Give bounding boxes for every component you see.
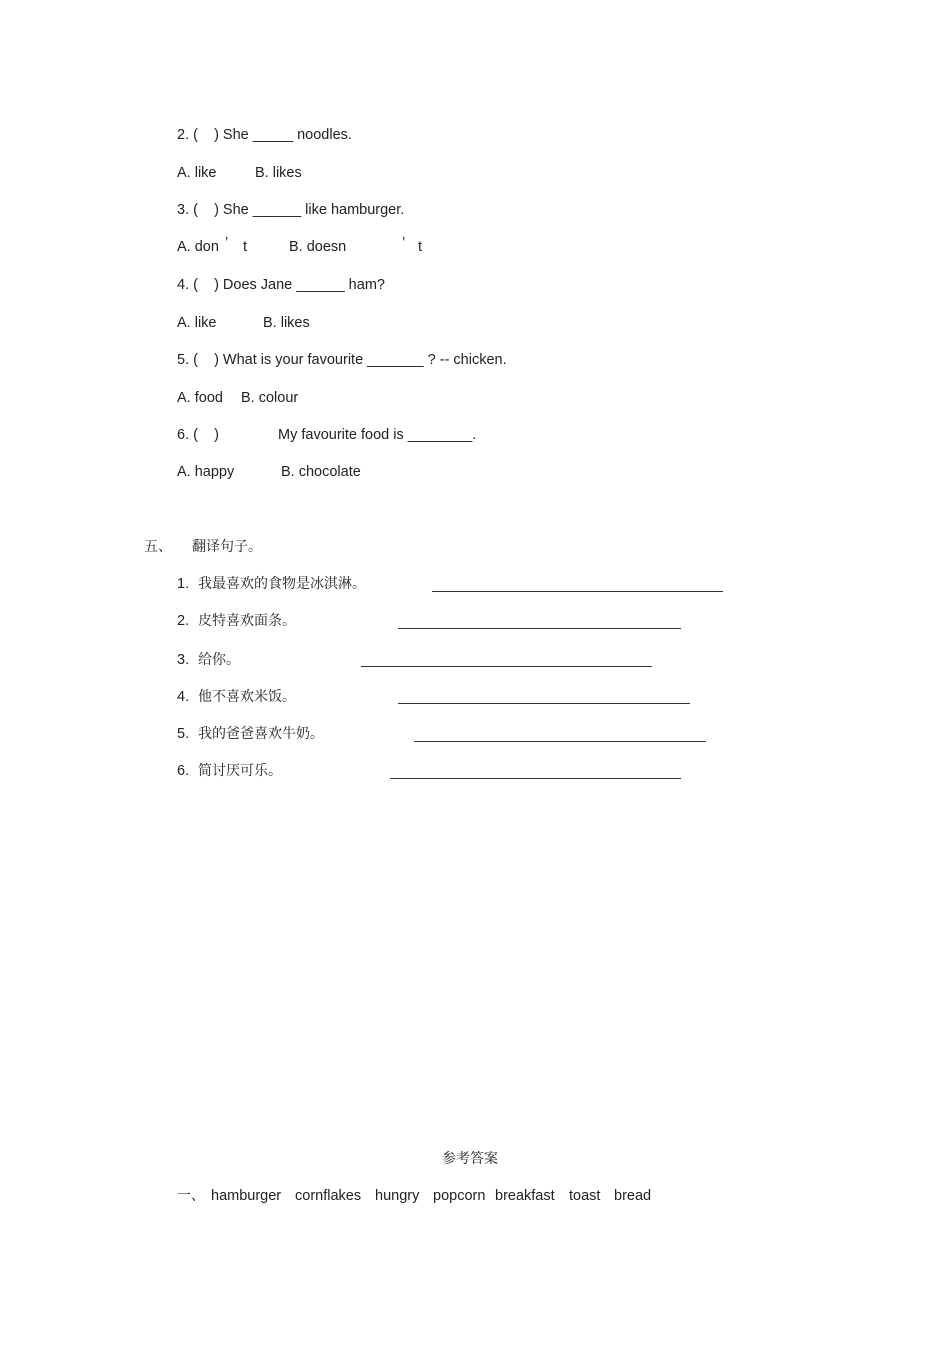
translation-item-3-text: 给你。 — [198, 652, 240, 668]
answer-word-5: breakfast — [495, 1188, 555, 1204]
question-4-option-a: A. like — [177, 315, 217, 331]
question-4-option-b: B. likes — [263, 315, 310, 331]
translation-item-1-num: 1. — [177, 576, 190, 592]
translation-item-5-num: 5. — [177, 726, 190, 742]
question-5-stem: 5. ( ) What is your favourite _______ ? -- chicken. — [177, 352, 507, 368]
answer-section-1-label: 一、 — [177, 1188, 205, 1204]
question-3-option-a-t: t — [243, 239, 248, 255]
translation-item-1-text: 我最喜欢的食物是冰淇淋。 — [198, 576, 366, 592]
translation-item-6-num: 6. — [177, 763, 190, 779]
question-6-option-a: A. happy — [177, 464, 235, 480]
answer-word-3: hungry — [375, 1188, 420, 1204]
question-3-option-a-apostrophe: ’ — [225, 235, 229, 251]
answer-key-title: 参考答案 — [442, 1151, 498, 1167]
translation-item-2-num: 2. — [177, 613, 190, 629]
answer-word-7: bread — [614, 1188, 652, 1204]
answer-word-4: popcorn — [433, 1188, 486, 1204]
question-3-option-b-t: t — [418, 239, 423, 255]
question-2-option-b: B. likes — [255, 165, 302, 181]
question-3-stem: 3. ( ) She ______ like hamburger. — [177, 202, 405, 218]
translation-item-2-answer-line — [398, 628, 681, 629]
section-5-number: 五、 — [144, 539, 172, 555]
question-3-option-a: A. don — [177, 239, 219, 255]
question-5-option-b: B. colour — [241, 390, 299, 406]
answer-word-6: toast — [569, 1188, 601, 1204]
question-6-stem: My favourite food is ________. — [278, 427, 477, 443]
translation-item-6-answer-line — [390, 778, 681, 779]
translation-item-4-num: 4. — [177, 689, 190, 705]
translation-item-4-answer-line — [398, 703, 690, 704]
question-3-option-b-apostrophe: ’ — [402, 235, 406, 251]
translation-item-6-text: 简讨厌可乐。 — [198, 763, 282, 779]
question-6-option-b: B. chocolate — [281, 464, 361, 480]
translation-item-3-answer-line — [361, 666, 652, 667]
question-5-option-a: A. food — [177, 390, 223, 406]
question-6-prefix: 6. ( ) — [177, 427, 219, 443]
question-2-option-a: A. like — [177, 165, 217, 181]
section-5-title: 翻译句子。 — [192, 539, 262, 555]
question-3-option-b: B. doesn — [289, 239, 347, 255]
translation-item-5-answer-line — [414, 741, 706, 742]
answer-word-2: cornflakes — [295, 1188, 362, 1204]
translation-item-4-text: 他不喜欢米饭。 — [198, 689, 296, 705]
translation-item-2-text: 皮特喜欢面条。 — [198, 613, 296, 629]
question-4-stem: 4. ( ) Does Jane ______ ham? — [177, 277, 385, 293]
question-2-stem: 2. ( ) She _____ noodles. — [177, 127, 352, 143]
translation-item-5-text: 我的爸爸喜欢牛奶。 — [198, 726, 324, 742]
translation-item-1-answer-line — [432, 591, 723, 592]
translation-item-3-num: 3. — [177, 652, 190, 668]
answer-word-1: hamburger — [211, 1188, 282, 1204]
